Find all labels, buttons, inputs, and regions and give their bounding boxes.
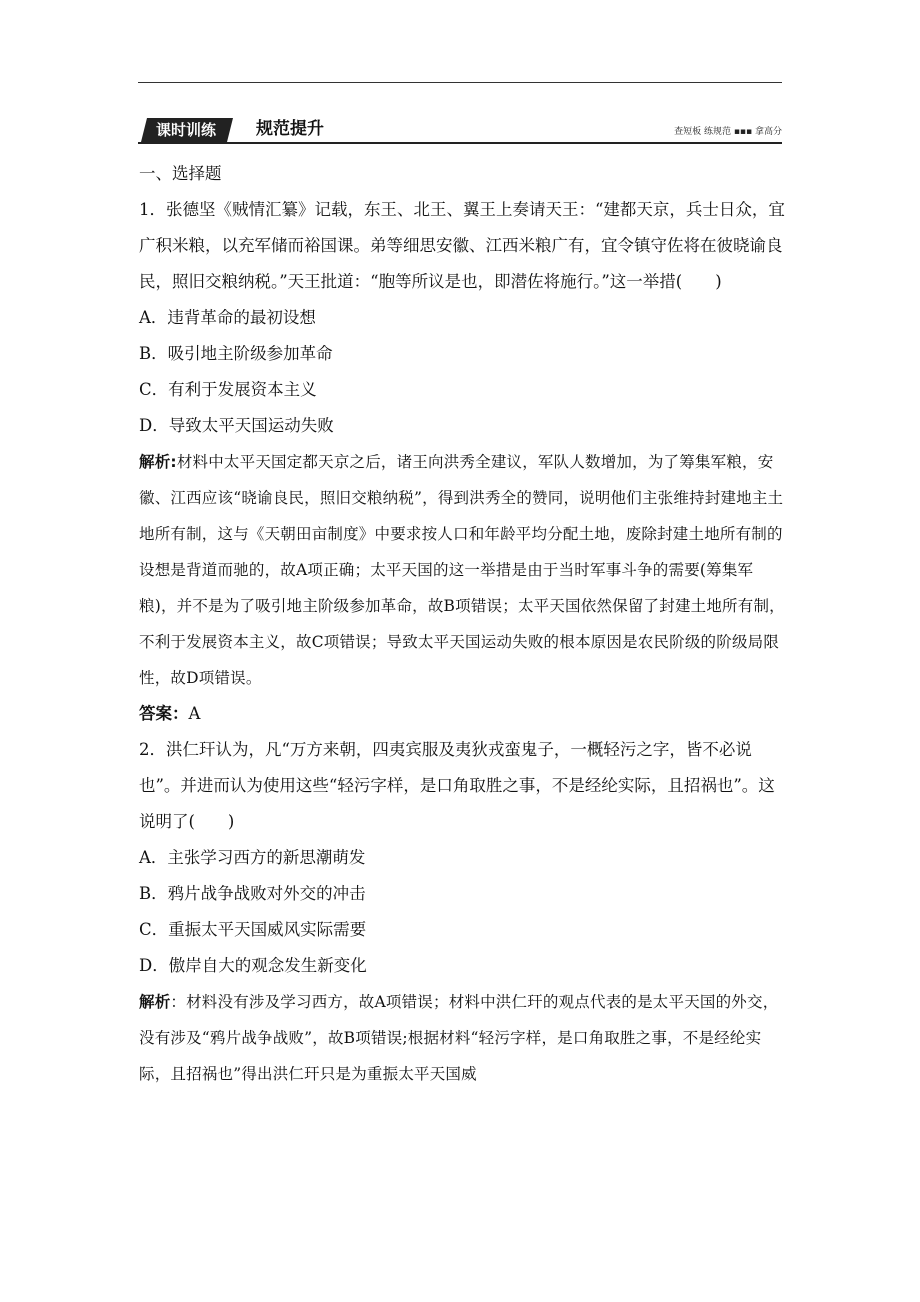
top-rule (138, 82, 782, 83)
question-1-option-b: B．吸引地主阶级参加革命 (139, 344, 333, 363)
question-1-option-c: C．有利于发展资本主义 (139, 380, 317, 399)
question-1-analysis (139, 444, 785, 696)
question-1-answer-value: A (188, 704, 201, 723)
question-1-option-d: D．导致太平天国运动失败 (139, 416, 334, 435)
section-title: 一、选择题 (139, 164, 222, 183)
question-1-option-a: A．违背革命的最初设想 (139, 308, 316, 327)
banner-right-tag: 查短板 练规范 ▪▪▪ 拿高分 (674, 127, 782, 137)
question-1-answer-label: 答案： (139, 704, 189, 723)
question-2-analysis-text: ：材料没有涉及学习西方，故A项错误；材料中洪仁玕的观点代表的是太平天国的外交，没有涉及“鸦片战争战败”，故B项错误;根据材料“轻污字样，是口角取胜之事，不是经纶实际，且招祸也”得出洪仁玕只是为重振太平天国威 (139, 993, 779, 1083)
question-2-option-b: B．鸦片战争战败对外交的冲击 (139, 884, 366, 903)
question-1-stem: 1．张德坚《贼情汇纂》记载，东王、北王、翼王上奏请天王：“建都天京，兵士日众，宜广积米粮，以充军储而裕国课。弟等细思安徽、江西米粮广有，宜令镇守佐将在彼晓谕良民，照旧交粮纳税。”天王批道：“胞等所议是也，即潜佐将施行。”这一举措( ) (139, 200, 785, 291)
question-2-stem: 2．洪仁玕认为，凡“万方来朝，四夷宾服及夷狄戎蛮鬼子，一概轻污之字，皆不必说也”。并进而认为使用这些“轻污字样，是口角取胜之事，不是经纶实际，且招祸也”。这说明了( ) (139, 740, 775, 831)
section-banner (138, 114, 782, 144)
question-1-answer (139, 696, 785, 732)
question-2-analysis-label: 解析 (139, 993, 171, 1011)
question-2-analysis (139, 984, 785, 1092)
banner-tab (141, 118, 233, 142)
question-2-option-c: C．重振太平天国威风实际需要 (139, 920, 367, 939)
question-1-analysis-text: 材料中太平天国定都天京之后，诸王向洪秀全建议，军队人数增加，为了筹集军粮，安徽、江西应该“晓谕良民，照旧交粮纳税”，得到洪秀全的赞同，说明他们主张维持封建地主土地所有制，这与《天朝田亩制度》中要求按人口和年龄平均分配土地，废除封建土地所有制的设想是背道而驰的，故A项正确；太平天国的这一举措是由于当时军事斗争的需要(筹集军粮)，并不是为了吸引地主阶级参加革命，故B项错误；太平天国依然保留了封建土地所有制，不利于发展资本主义，故C项错误；导致太平天国运动失败的根本原因是农民阶级的阶级局限性，故D项错误。 (139, 453, 785, 687)
document-body (139, 156, 785, 1092)
question-2-option-a: A．主张学习西方的新思潮萌发 (139, 848, 366, 867)
question-1-analysis-label: 解析: (139, 453, 177, 471)
banner-tab-label: 课时训练 (156, 121, 217, 139)
banner-title: 规范提升 (256, 119, 324, 139)
banner-underline (138, 142, 782, 144)
question-2-option-d: D．傲岸自大的观念发生新变化 (139, 956, 367, 975)
